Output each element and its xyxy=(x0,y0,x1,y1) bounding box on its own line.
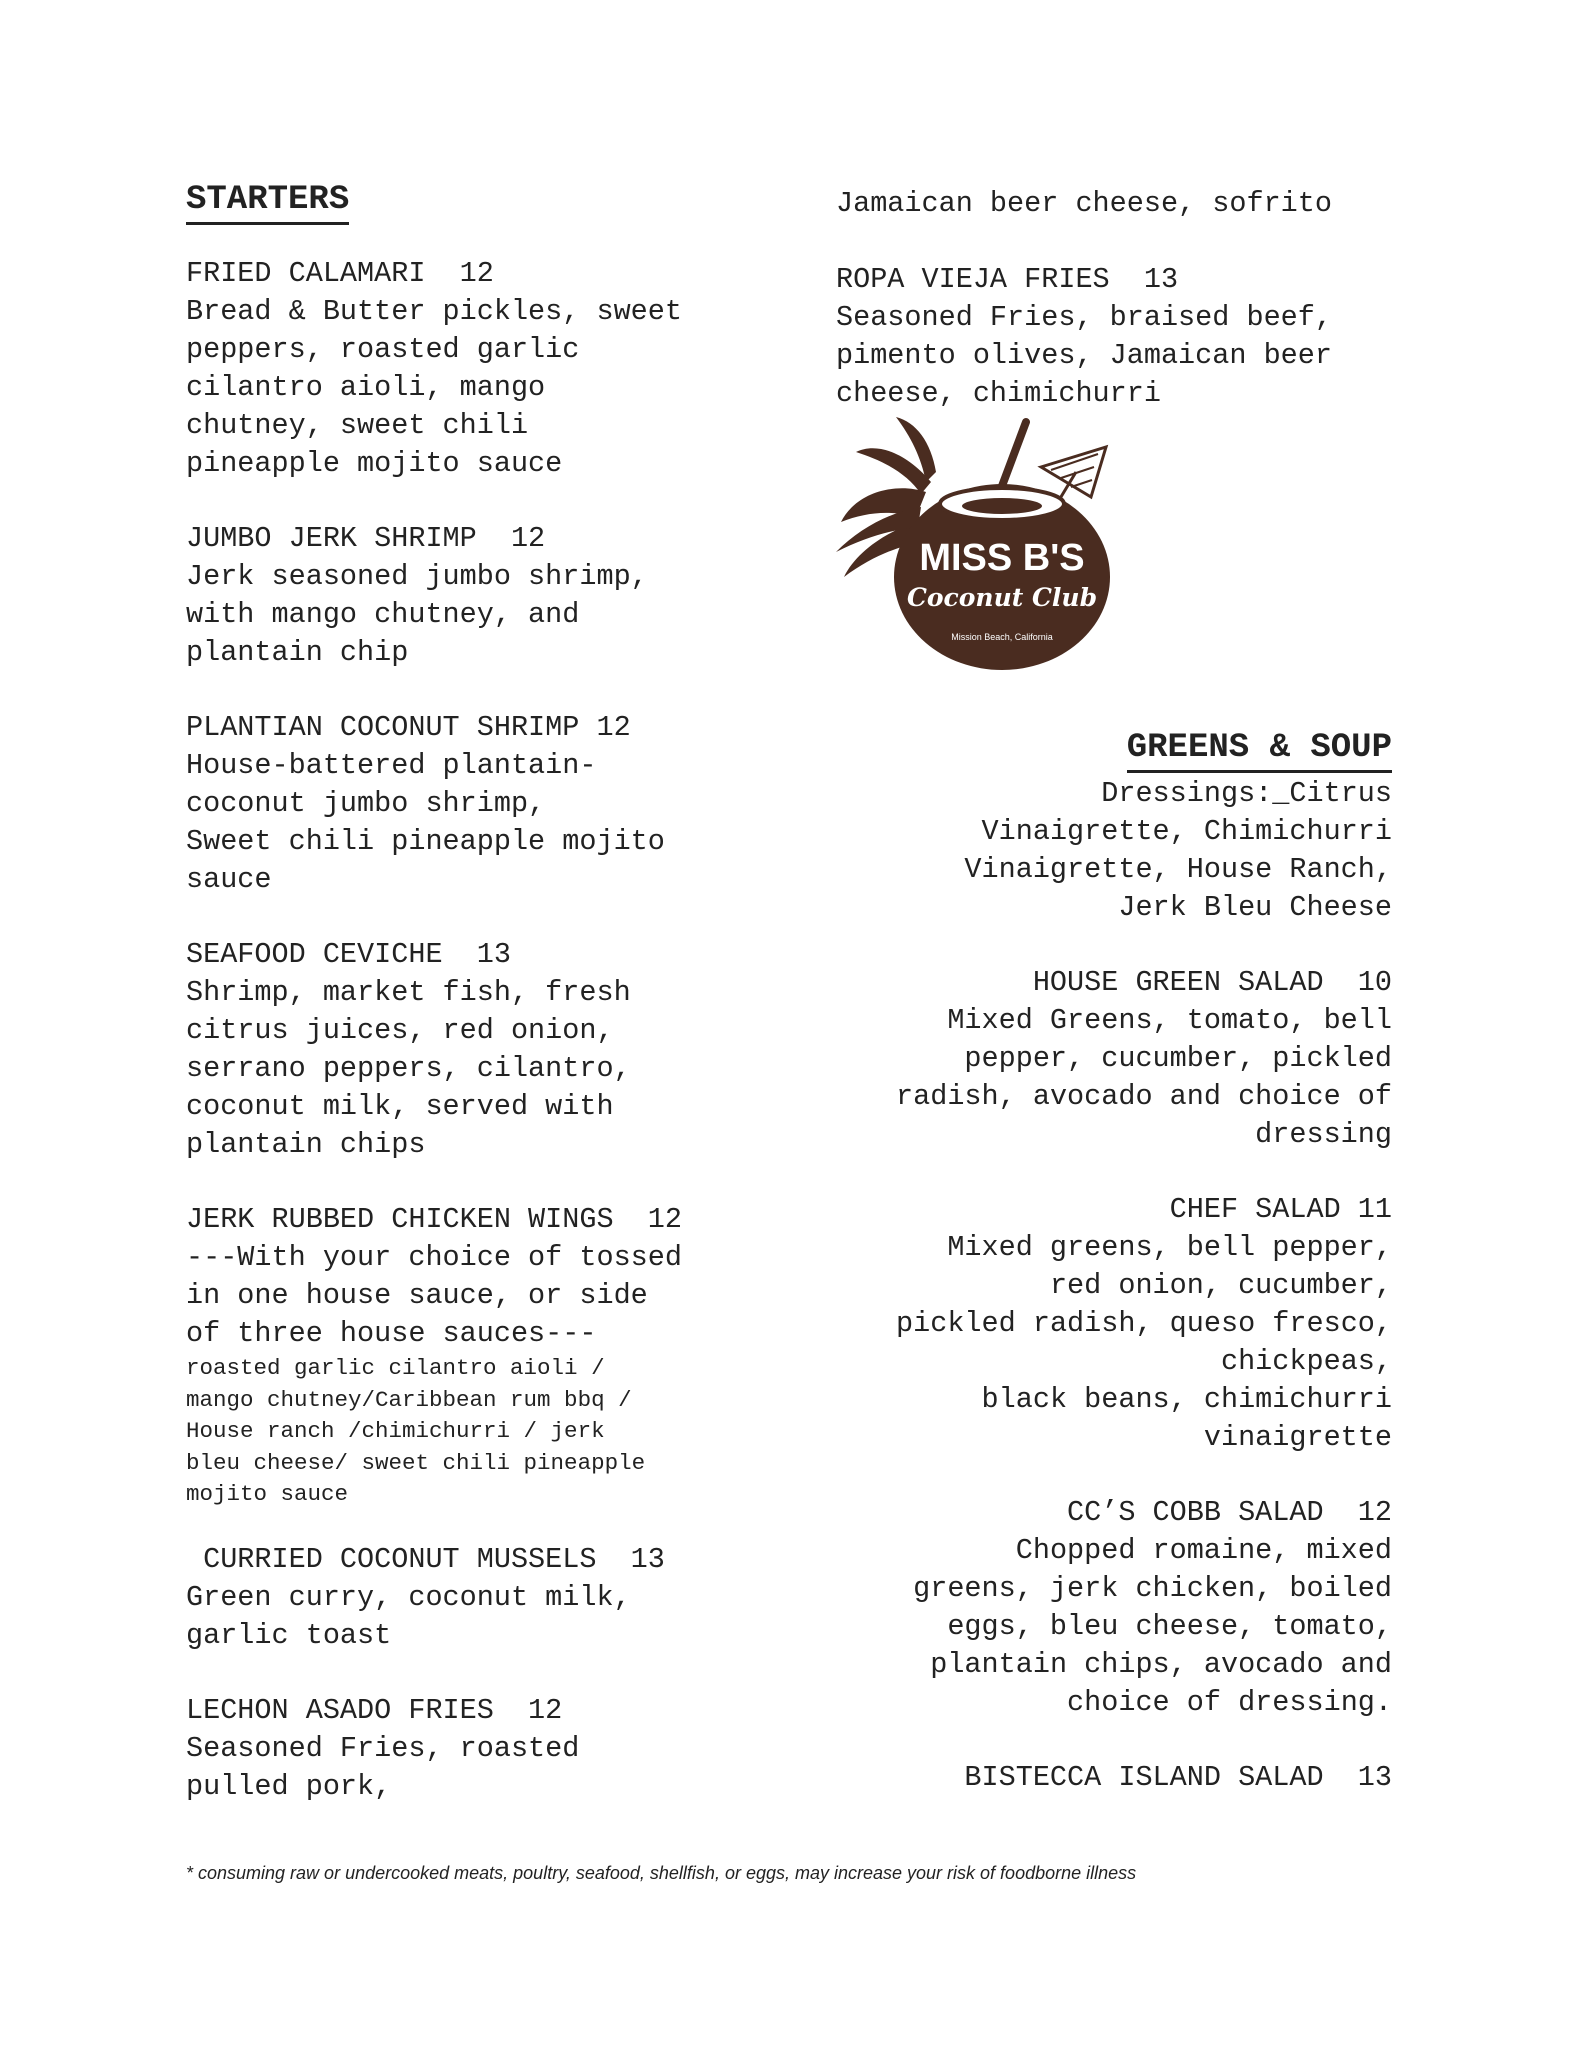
menu-item-ropa-vieja-fries xyxy=(836,261,1392,413)
item-title: HOUSE GREEN SALAD 10 xyxy=(1032,966,1392,999)
logo-subtitle-text: Coconut Club xyxy=(906,583,1098,612)
item-desc: coconut jumbo shrimp, xyxy=(186,787,546,820)
item-desc: vinaigrette xyxy=(1203,1421,1392,1454)
item-desc: pineapple mojito sauce xyxy=(186,447,563,480)
item-desc: pimento olives, Jamaican beer xyxy=(836,339,1332,372)
greens-soup-column xyxy=(836,728,1392,1834)
item-desc: chickpeas, xyxy=(1220,1345,1392,1378)
sauce-list-line: roasted garlic cilantro aioli / xyxy=(186,1355,605,1381)
item-title: ROPA VIEJA FRIES 13 xyxy=(836,263,1179,296)
item-desc: chutney, sweet chili xyxy=(186,409,529,442)
dressing-line: Jerk Bleu Cheese xyxy=(1118,891,1392,924)
menu-item-seafood-ceviche xyxy=(186,936,746,1164)
sauce-list-line: mango chutney/Caribbean rum bbq / xyxy=(186,1386,632,1413)
item-desc: Green curry, coconut milk, xyxy=(186,1580,631,1614)
item-desc: Mixed Greens, tomato, bell xyxy=(947,1004,1392,1037)
dressings-note xyxy=(836,775,1392,927)
item-desc: black beans, chimichurri xyxy=(981,1383,1392,1416)
item-title: PLANTIAN COCONUT SHRIMP 12 xyxy=(186,711,631,744)
item-desc: citrus juices, red onion, xyxy=(186,1014,614,1047)
item-desc: of three house sauces--- xyxy=(186,1317,597,1350)
item-title: FRIED CALAMARI 12 xyxy=(186,257,494,290)
item-desc: Mixed greens, bell pepper, xyxy=(947,1231,1392,1264)
item-desc: serrano peppers, cilantro, xyxy=(186,1052,631,1085)
menu-item-chef-salad xyxy=(836,1191,1392,1457)
coconut-logo-icon xyxy=(836,412,1172,674)
item-desc: greens, jerk chicken, boiled xyxy=(913,1572,1392,1605)
menu-item-bistecca-island-salad xyxy=(836,1759,1392,1797)
item-desc: coconut milk, served with xyxy=(186,1090,614,1123)
logo-name-text: MISS B'S xyxy=(919,537,1085,579)
item-title: CC’S COBB SALAD 12 xyxy=(1067,1496,1392,1529)
item-desc: choice of dressing. xyxy=(1067,1686,1392,1719)
item-desc: pulled pork, xyxy=(186,1769,392,1803)
item-desc: cheese, chimichurri xyxy=(836,377,1161,410)
starters-column xyxy=(186,180,746,1843)
food-safety-footnote: * consuming raw or undercooked meats, poultry, seafood, shellfish, or eggs, may increase your risk of foodborne illness xyxy=(186,1863,1137,1883)
item-desc: pepper, cucumber, pickled xyxy=(964,1042,1392,1075)
item-desc: garlic toast xyxy=(186,1618,392,1652)
item-desc: Bread & Butter pickles, sweet xyxy=(186,295,682,328)
item-desc: House-battered plantain- xyxy=(186,749,597,782)
right-column-top xyxy=(836,185,1392,450)
menu-item-continuation xyxy=(836,185,1392,223)
item-desc: dressing xyxy=(1255,1118,1392,1151)
item-desc: Shrimp, market fish, fresh xyxy=(186,976,631,1009)
item-title: SEAFOOD CEVICHE 13 xyxy=(186,938,511,971)
miss-bs-coconut-club-logo xyxy=(836,412,1172,674)
sauce-list-line: mojito sauce xyxy=(186,1481,349,1507)
item-desc: plantain chips, avocado and xyxy=(930,1648,1392,1681)
item-desc: ---With your choice of tossed xyxy=(186,1241,682,1274)
item-desc: pickled radish, queso fresco, xyxy=(896,1307,1392,1340)
item-desc: Jerk seasoned jumbo shrimp, xyxy=(186,560,648,593)
item-desc: red onion, cucumber, xyxy=(1049,1269,1392,1302)
dressing-line: Vinaigrette, House Ranch, xyxy=(964,853,1392,886)
item-desc: plantain chip xyxy=(186,636,409,669)
menu-item-cc-cobb-salad xyxy=(836,1494,1392,1722)
item-desc: radish, avocado and choice of xyxy=(896,1080,1392,1113)
item-desc: cilantro aioli, mango xyxy=(186,371,546,404)
item-title: LECHON ASADO FRIES 12 xyxy=(186,1693,563,1727)
sauce-list-line: bleu cheese/ sweet chili pineapple xyxy=(186,1449,646,1476)
item-desc: eggs, bleu cheese, tomato, xyxy=(947,1610,1392,1643)
item-desc: Seasoned Fries, braised beef, xyxy=(836,301,1332,334)
starters-heading: STARTERS xyxy=(186,180,349,225)
item-desc: plantain chips xyxy=(186,1128,426,1161)
item-desc: Jamaican beer cheese, sofrito xyxy=(836,187,1332,220)
item-desc: Chopped romaine, mixed xyxy=(1015,1534,1392,1567)
item-desc: sauce xyxy=(186,863,272,896)
item-desc: in one house sauce, or side xyxy=(186,1279,648,1312)
item-title: CURRIED COCONUT MUSSELS 13 xyxy=(186,1542,665,1576)
menu-item-plantain-coconut-shrimp xyxy=(186,709,746,899)
menu-item-lechon-asado-fries xyxy=(186,1692,746,1806)
dressing-line: Dressings:_Citrus xyxy=(1101,777,1392,810)
item-desc: Seasoned Fries, roasted xyxy=(186,1731,580,1765)
menu-item-fried-calamari xyxy=(186,255,746,483)
dressing-line: Vinaigrette, Chimichurri xyxy=(981,815,1392,848)
item-desc: with mango chutney, and xyxy=(186,598,580,631)
menu-item-curried-coconut-mussels xyxy=(186,1541,746,1655)
item-title: JERK RUBBED CHICKEN WINGS 12 xyxy=(186,1203,682,1236)
sauce-list-line: House ranch /chimichurri / jerk xyxy=(186,1418,605,1444)
item-title: JUMBO JERK SHRIMP 12 xyxy=(186,522,546,555)
menu-item-house-green-salad xyxy=(836,964,1392,1154)
item-title: CHEF SALAD 11 xyxy=(1169,1193,1392,1226)
greens-soup-heading: GREENS & SOUP xyxy=(1127,728,1392,773)
item-desc: Sweet chili pineapple mojito xyxy=(186,825,665,858)
logo-location-text: Mission Beach, California xyxy=(951,632,1053,642)
menu-item-jerk-chicken-wings xyxy=(186,1201,746,1511)
item-desc: peppers, roasted garlic xyxy=(186,333,580,366)
menu-item-jumbo-jerk-shrimp xyxy=(186,520,746,672)
item-title: BISTECCA ISLAND SALAD 13 xyxy=(964,1761,1392,1794)
